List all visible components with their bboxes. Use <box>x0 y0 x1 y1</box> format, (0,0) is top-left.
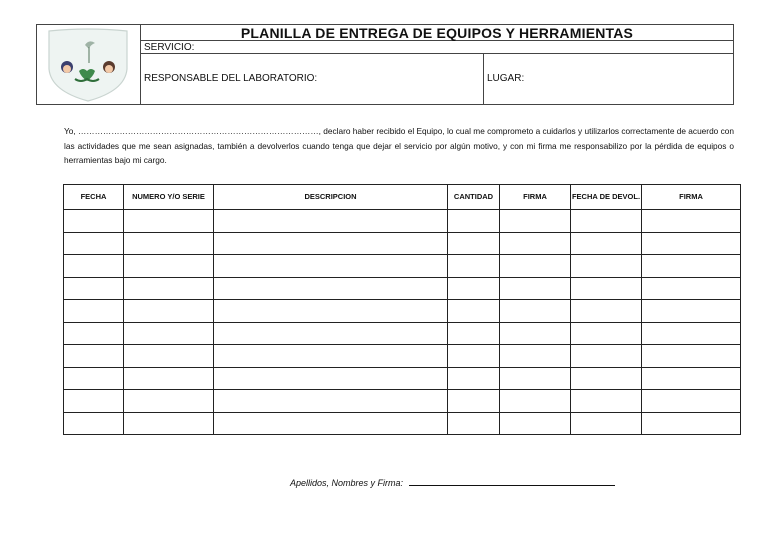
table-cell[interactable] <box>64 345 124 368</box>
table-cell[interactable] <box>500 210 571 233</box>
table-cell[interactable] <box>571 322 642 345</box>
table-row <box>64 322 741 345</box>
table-cell[interactable] <box>124 277 214 300</box>
header-table <box>140 24 734 105</box>
school-logo-box <box>36 24 140 105</box>
table-cell[interactable] <box>571 300 642 323</box>
table-cell[interactable] <box>214 412 448 435</box>
signature-label: Apellidos, Nombres y Firma: <box>290 478 404 488</box>
table-cell[interactable] <box>448 232 500 255</box>
table-cell[interactable] <box>642 255 741 278</box>
table-cell[interactable] <box>571 367 642 390</box>
table-cell[interactable] <box>500 390 571 413</box>
table-cell[interactable] <box>124 367 214 390</box>
table-cell[interactable] <box>214 255 448 278</box>
column-header-cantidad: CANTIDAD <box>448 185 500 210</box>
table-cell[interactable] <box>214 300 448 323</box>
table-cell[interactable] <box>124 255 214 278</box>
table-cell[interactable] <box>448 300 500 323</box>
table-cell[interactable] <box>448 277 500 300</box>
table-row <box>64 277 741 300</box>
table-cell[interactable] <box>214 277 448 300</box>
table-cell[interactable] <box>124 210 214 233</box>
table-cell[interactable] <box>124 232 214 255</box>
table-cell[interactable] <box>500 300 571 323</box>
lugar-field: LUGAR: <box>487 73 525 84</box>
table-cell[interactable] <box>448 210 500 233</box>
declaration-paragraph: Yo, ……………………………………………………………………………, declaro haber recibido el Equipo, lo cual me comprometo a cuidarlos y utilizarlos correctamente de acuerdo con las actividades que me sean asignadas, también a devolverlos cuando tenga que dejar el servicio por algún motivo, y con mi firma me responsabilizo por la pérdida de equipos o herramientas bajo mi cargo. <box>64 126 734 165</box>
column-header-fecha: FECHA <box>64 185 124 210</box>
table-cell[interactable] <box>642 300 741 323</box>
table-cell[interactable] <box>124 345 214 368</box>
table-cell[interactable] <box>214 390 448 413</box>
table-cell[interactable] <box>500 345 571 368</box>
table-cell[interactable] <box>642 322 741 345</box>
table-cell[interactable] <box>448 390 500 413</box>
table-cell[interactable] <box>571 255 642 278</box>
table-cell[interactable] <box>124 390 214 413</box>
table-cell[interactable] <box>64 412 124 435</box>
table-cell[interactable] <box>642 345 741 368</box>
table-row <box>64 390 741 413</box>
signature-line[interactable] <box>409 476 615 486</box>
table-cell[interactable] <box>642 412 741 435</box>
document-title: PLANILLA DE ENTREGA DE EQUIPOS Y HERRAMIENTAS <box>141 25 733 41</box>
table-row <box>64 210 741 233</box>
table-cell[interactable] <box>124 412 214 435</box>
table-cell[interactable] <box>500 412 571 435</box>
table-cell[interactable] <box>64 210 124 233</box>
responsable-field: RESPONSABLE DEL LABORATORIO: <box>141 54 484 104</box>
equipment-table <box>63 184 741 435</box>
table-row <box>64 367 741 390</box>
table-row <box>64 345 741 368</box>
table-cell[interactable] <box>64 232 124 255</box>
table-cell[interactable] <box>571 390 642 413</box>
table-cell[interactable] <box>500 367 571 390</box>
table-cell[interactable] <box>64 367 124 390</box>
school-shield-logo <box>45 27 131 103</box>
servicio-field: SERVICIO: <box>141 41 733 54</box>
signature-area <box>290 476 615 488</box>
table-row <box>64 255 741 278</box>
table-cell[interactable] <box>642 277 741 300</box>
table-cell[interactable] <box>214 232 448 255</box>
table-row <box>64 300 741 323</box>
table-cell[interactable] <box>500 277 571 300</box>
table-cell[interactable] <box>448 345 500 368</box>
table-cell[interactable] <box>448 367 500 390</box>
table-cell[interactable] <box>214 210 448 233</box>
table-cell[interactable] <box>500 322 571 345</box>
document-header <box>36 24 734 105</box>
table-cell[interactable] <box>214 367 448 390</box>
table-cell[interactable] <box>214 322 448 345</box>
table-cell[interactable] <box>571 412 642 435</box>
table-cell[interactable] <box>500 255 571 278</box>
table-cell[interactable] <box>64 322 124 345</box>
table-cell[interactable] <box>642 210 741 233</box>
column-header-firma-devol: FIRMA <box>642 185 741 210</box>
table-cell[interactable] <box>571 232 642 255</box>
table-cell[interactable] <box>571 345 642 368</box>
table-cell[interactable] <box>642 390 741 413</box>
table-cell[interactable] <box>64 277 124 300</box>
column-header-fecha-devol: FECHA DE DEVOL. <box>571 185 642 210</box>
table-cell[interactable] <box>124 300 214 323</box>
column-header-numero-serie: NUMERO Y/O SERIE <box>124 185 214 210</box>
table-row <box>64 412 741 435</box>
table-header-row <box>64 185 741 210</box>
table-cell[interactable] <box>448 322 500 345</box>
table-cell[interactable] <box>571 277 642 300</box>
table-cell[interactable] <box>448 255 500 278</box>
table-cell[interactable] <box>64 255 124 278</box>
table-cell[interactable] <box>500 232 571 255</box>
column-header-descripcion: DESCRIPCION <box>214 185 448 210</box>
table-cell[interactable] <box>448 412 500 435</box>
table-cell[interactable] <box>642 232 741 255</box>
table-cell[interactable] <box>642 367 741 390</box>
table-cell[interactable] <box>64 390 124 413</box>
table-cell[interactable] <box>124 322 214 345</box>
table-cell[interactable] <box>214 345 448 368</box>
table-cell[interactable] <box>64 300 124 323</box>
table-row <box>64 232 741 255</box>
table-cell[interactable] <box>571 210 642 233</box>
column-header-firma: FIRMA <box>500 185 571 210</box>
